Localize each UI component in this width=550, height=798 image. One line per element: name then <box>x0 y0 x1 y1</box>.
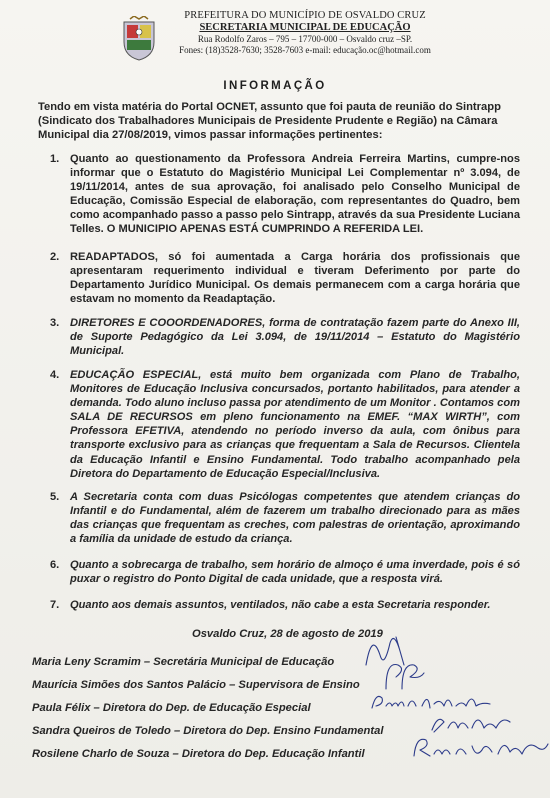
signatory-line: Maria Leny Scramim – Secretária Municipal de Educação <box>32 656 335 668</box>
list-item <box>50 598 520 612</box>
signatory-line: Paula Félix – Diretora do Dep. de Educação Especial <box>32 702 311 714</box>
item-text: Quanto aos demais assuntos, ventilados, não cabe a esta Secretaria responder. <box>70 599 491 611</box>
item-text: Quanto ao questionamento da Professora Andreia Ferreira Martins, cumpre-nos informar que o Estatuto do Magistério Municipal Lei Complementar nº 3.094, de 19/11/2014, antes de sua aprovação, foi analisado pelo Conselho Municipal de Educação, Comissão Especial de elaboração, com representantes do Quadro, bem como acompanhado passo a passo pelo Sintrapp, através da sua Presidente Luciana Telles. O MUNICIPIO APENAS ESTÁ CUMPRINDO A REFERIDA LEI. <box>70 153 520 236</box>
address: Rua Rodolfo Zaros – 795 – 17700-000 – Osvaldo cruz –SP. <box>197 34 413 44</box>
municipality-name: PREFEITURA DO MUNICÍPIO DE OSVALDO CRUZ <box>184 10 426 21</box>
document-title: INFORMAÇÃO <box>223 80 327 92</box>
list-item <box>50 368 520 481</box>
item-number: 1. <box>50 153 60 165</box>
item-text: DIRETORES E COOORDENADORES, forma de contratação fazem parte do Anexo III, de Suporte Pedagógico da Lei 3.094, de 19/11/2014 – Estatuto do Magistério Municipal. <box>70 317 520 358</box>
item-text: Quanto a sobrecarga de trabalho, sem horário de almoço é uma inverdade, pois é só puxar o registro do Ponto Digital de cada unidade, que a resposta virá. <box>70 559 520 586</box>
signature-5 <box>410 730 550 764</box>
letterhead <box>0 6 550 70</box>
list-item <box>50 558 520 586</box>
item-number: 3. <box>50 317 60 329</box>
coat-of-arms-icon <box>118 16 160 62</box>
item-number: 2. <box>50 251 60 263</box>
intro-paragraph: Tendo em vista matéria do Portal OCNET, assunto que foi pauta de reunião do Sintrapp (Sindicato dos Trabalhadores Municipais de Presidente Prudente e Região) na Câmara Municipal dia 27/08/2019, vimos passar informações pertinentes: <box>38 101 501 142</box>
department-name: SECRETARIA MUNICIPAL DE EDUCAÇÃO <box>199 22 411 33</box>
signatory-line: Maurícia Simões dos Santos Palácio – Supervisora de Ensino <box>32 679 360 691</box>
list-item <box>50 316 520 358</box>
item-number: 7. <box>50 599 60 611</box>
item-text: READAPTADOS, só foi aumentada a Carga horária dos profissionais que apresentaram requerimento individual e tiveram Deferimento por parte do Departamento Jurídico Municipal. Os demais permanecem com a carga horária que estavam no momento da Readaptação. <box>70 251 520 306</box>
item-text: EDUCAÇÃO ESPECIAL, está muito bem organizada com Plano de Trabalho, Monitores de Educação Inclusiva concursados, portanto habilitados, para atender a demanda. Todo aluno incluso passa por atendimento de um Monitor . Contamos com SALA DE RECURSOS em pleno funcionamento na EMEF. “MAX WIRTH”, com Professora EFETIVA, atendendo no período inverso da aula, com ônibus para transporte exclusivo para as crianças que frequentam a Sala de Recursos. Clientela da Educação Infantil e Ensino Fundamental. Todo trabalho acompanhado pela Diretora do Departamento de Educação Especial/Inclusiva. <box>70 369 520 480</box>
item-number: 4. <box>50 369 60 381</box>
signatory-line: Rosilene Charlo de Souza – Diretora do Dep. Educação Infantil <box>32 748 365 760</box>
list-item <box>50 152 520 237</box>
contact-info: Fones: (18)3528-7630; 3528-7603 e-mail: educação.oc@hotmail.com <box>179 45 431 55</box>
item-number: 5. <box>50 491 60 503</box>
place-and-date: Osvaldo Cruz, 28 de agosto de 2019 <box>192 628 383 640</box>
signatory-line: Sandra Queiros de Toledo – Diretora do Dep. Ensino Fundamental <box>32 725 384 737</box>
list-item <box>50 490 520 546</box>
letterhead-text <box>165 10 445 56</box>
list-item <box>50 250 520 306</box>
item-number: 6. <box>50 559 60 571</box>
item-text: A Secretaria conta com duas Psicólogas competentes que atendem crianças do Infantil e do Fundamental, além de fazerem um trabalho direcionado para as mães das crianças que frequentam as creches, com palestras de orientação, aproximando a família da unidade de estudo da criança. <box>70 491 520 546</box>
